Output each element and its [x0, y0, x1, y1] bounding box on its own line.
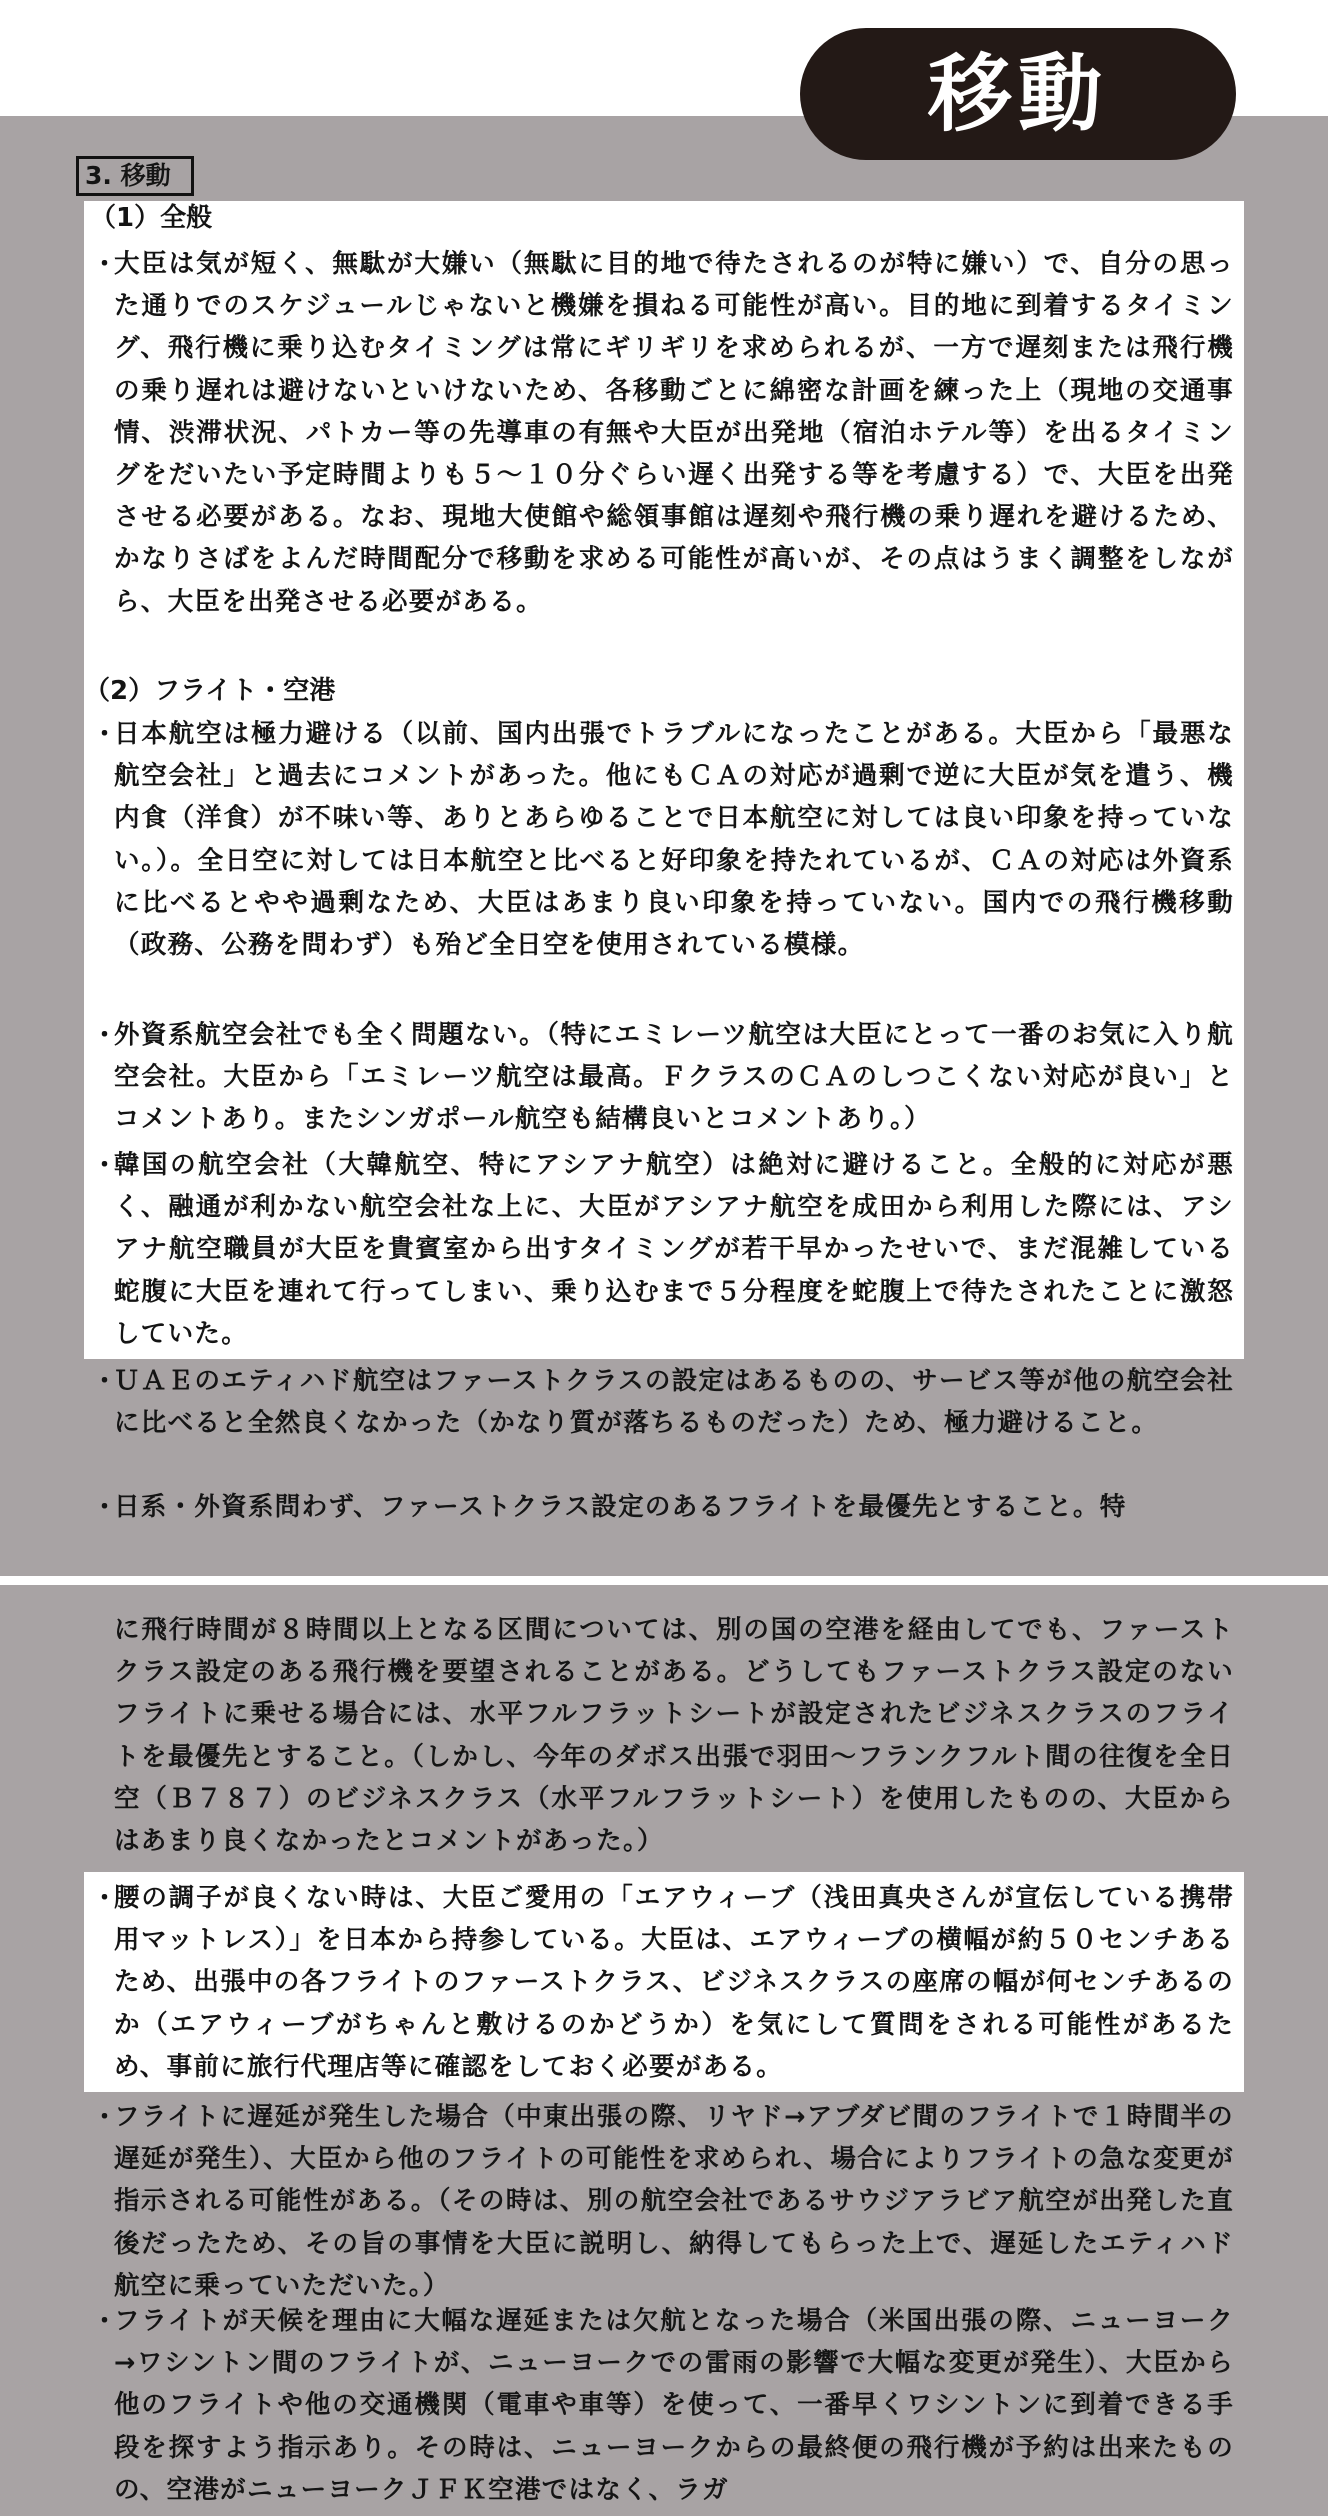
bullet-icon: ・	[92, 2306, 119, 2335]
list-item	[92, 243, 1234, 623]
paragraph-text: ＵＡＥのエティハド航空はファーストクラスの設定はあるものの、サービス等が他の航空会社に比べると全然良くなかった（かなり質が落ちるものだった）ため、極力避けること。	[114, 1366, 1234, 1439]
list-item	[92, 1360, 1234, 1444]
bullet-icon: ・	[92, 1366, 119, 1395]
list-item	[92, 1486, 1234, 1528]
paragraph-text: 韓国の航空会社（大韓航空、特にアシアナ航空）は絶対に避けること。全般的に対応が悪く、融通が利かない航空会社な上に、大臣がアシアナ航空を成田から利用した際には、アシアナ航空職員が大臣を貴賓室から出すタイミングが若干早かったせいで、まだ混雑している蛇腹に大臣を連れて行ってしまい、乗り込むまで５分程度を蛇腹上で待たされたことに激怒していた。	[114, 1150, 1234, 1349]
paragraph-text: 日系・外資系問わず、ファーストクラス設定のあるフライトを最優先とすること。特	[114, 1492, 1127, 1522]
paragraph-text: 腰の調子が良くない時は、大臣ご愛用の「エアウィーブ（浅田真央さんが宣伝している携帯用マットレス）」を日本から持参している。大臣は、エアウィーブの横幅が約５０センチあるため、出張中の各フライトのファーストクラス、ビジネスクラスの座席の幅が何センチあるのか（エアウィーブがちゃんと敷けるのかどうか）を気にして質問をされる可能性があるため、事前に旅行代理店等に確認をしておく必要がある。	[114, 1883, 1234, 2082]
list-item	[92, 1014, 1234, 1141]
subsection-flight-heading: （2）フライト・空港	[84, 676, 336, 706]
bullet-icon: ・	[92, 1883, 119, 1912]
list-item	[92, 2300, 1234, 2511]
bullet-icon: ・	[92, 249, 119, 278]
list-item	[92, 713, 1234, 966]
bullet-icon: ・	[92, 1020, 119, 1049]
subsection-general-heading: （1）全般	[90, 203, 213, 233]
paragraph-text: 日本航空は極力避ける（以前、国内出張でトラブルになったことがある。大臣から「最悪な航空会社」と過去にコメントがあった。他にもＣＡの対応が過剰で逆に大臣が気を遣う、機内食（洋食）が不味い等、ありとあらゆることで日本航空に対しては良い印象を持っていない。）。全日空に対しては日本航空と比べると好印象を持たれているが、ＣＡの対応は外資系に比べるとやや過剰なため、大臣はあまり良い印象を持っていない。国内での飛行機移動（政務、公務を問わず）も殆ど全日空を使用されている模様。	[114, 719, 1234, 961]
list-item	[92, 1144, 1234, 1355]
paragraph-text: 外資系航空会社でも全く問題ない。（特にエミレーツ航空は大臣にとって一番のお気に入り航空会社。大臣から「エミレーツ航空は最高。ＦクラスのＣＡのしつこくない対応が良い」とコメントあり。またシンガポール航空も結構良いとコメントあり。）	[114, 1020, 1234, 1135]
list-item	[92, 2096, 1234, 2307]
bullet-icon: ・	[92, 1492, 119, 1521]
bullet-icon: ・	[92, 1150, 119, 1179]
bullet-icon: ・	[92, 2102, 119, 2131]
paragraph-text: 大臣は気が短く、無駄が大嫌い（無駄に目的地で待たされるのが特に嫌い）で、自分の思った通りでのスケジュールじゃないと機嫌を損ねる可能性が高い。目的地に到着するタイミング、飛行機に乗り込むタイミングは常にギリギリを求められるが、一方で遅刻または飛行機の乗り遅れは避けないといけないため、各移動ごとに綿密な計画を練った上（現地の交通事情、渋滞状況、パトカー等の先導車の有無や大臣が出発地（宿泊ホテル等）を出るタイミングをだいたい予定時間よりも５～１０分ぐらい遅く出発する等を考慮する）で、大臣を出発させる必要がある。なお、現地大使館や総領事館は遅刻や飛行機の乗り遅れを避けるため、かなりさばをよんだ時間配分で移動を求める可能性が高いが、その点はうまく調整をしながら、大臣を出発させる必要がある。	[114, 249, 1234, 617]
page-title-banner: 移動	[800, 28, 1236, 160]
paragraph-text: フライトに遅延が発生した場合（中東出張の際、リヤド→アブダビ間のフライトで１時間半の遅延が発生）、大臣から他のフライトの可能性を求められ、場合によりフライトの急な変更が指示される可能性がある。（その時は、別の航空会社であるサウジアラビア航空が出発した直後だったため、その旨の事情を大臣に説明し、納得してもらった上で、遅延したエティハド航空に乗っていただいた。）	[114, 2102, 1234, 2301]
section-heading: 3. 移動	[76, 156, 194, 196]
paragraph-text: フライトが天候を理由に大幅な遅延または欠航となった場合（米国出張の際、ニューヨーク→ワシントン間のフライトが、ニューヨークでの雷雨の影響で大幅な変更が発生）、大臣から他のフライトや他の交通機関（電車や車等）を使って、一番早くワシントンに到着できる手段を探すよう指示あり。その時は、ニューヨークからの最終便の飛行機が予約は出来たものの、空港がニューヨークＪＦＫ空港ではなく、ラガ	[114, 2306, 1234, 2505]
list-item-continued	[114, 1609, 1234, 1862]
bullet-icon: ・	[92, 719, 119, 748]
paragraph-text: に飛行時間が８時間以上となる区間については、別の国の空港を経由してでも、ファーストクラス設定のある飛行機を要望されることがある。どうしてもファーストクラス設定のないフライトに乗せる場合には、水平フルフラットシートが設定されたビジネスクラスのフライトを最優先とすること。（しかし、今年のダボス出張で羽田～フランクフルト間の往復を全日空（Ｂ７８７）のビジネスクラス（水平フルフラットシート）を使用したものの、大臣からはあまり良くなかったとコメントがあった。）	[114, 1615, 1234, 1857]
list-item	[92, 1877, 1234, 2088]
